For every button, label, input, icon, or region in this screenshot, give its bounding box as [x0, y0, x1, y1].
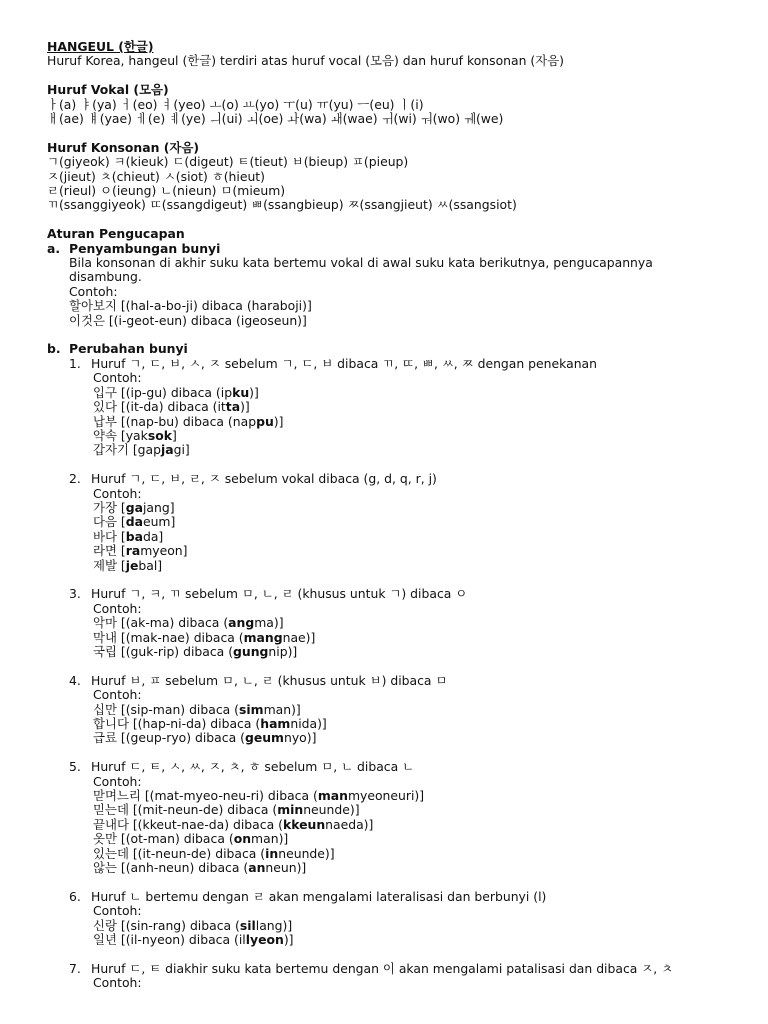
vokal-line: ㅏ(a) ㅑ(ya) ㅓ(eo) ㅕ(yeo) ㅗ(o) ㅛ(yo) ㅜ(u) ㅠ(yu) ㅡ(eu) ㅣ(i) [47, 96, 424, 112]
vokal-heading: Huruf Vokal (모음) [47, 82, 169, 98]
contoh-label: Contoh: [93, 687, 142, 703]
example-text: lang)] [255, 917, 293, 933]
section-a-desc: disambung. [69, 269, 142, 285]
example-text: 제발 [ [93, 557, 126, 573]
rule-text: Huruf ㄴ bertemu dengan ㄹ akan mengalami lateralisasi dan berbunyi (l) [91, 888, 547, 904]
contoh-label: Contoh: [93, 773, 142, 789]
example-line [47, 933, 768, 947]
section-a-desc: Bila konsonan di akhir suku kata bertemu vokal di awal suku kata berikutnya, pengucapannya [69, 255, 653, 271]
example-line [47, 703, 768, 717]
example-emphasis: min [277, 802, 304, 818]
example-line [47, 803, 768, 817]
example-text: ma)] [254, 615, 284, 631]
example-text: 라면 [ [93, 543, 126, 559]
example-line [47, 789, 768, 803]
example-emphasis: ba [125, 528, 143, 544]
example-text: 바다 [ [93, 528, 126, 544]
rule-text: Huruf ㅂ, ㅍ sebelum ㅁ, ㄴ, ㄹ (khusus untuk ㅂ) dibaca ㅁ [91, 672, 448, 688]
example-line [47, 559, 768, 573]
example-line [47, 544, 768, 558]
rule-number: 1. [69, 355, 81, 371]
rule-text: Huruf ㄷ, ㅌ, ㅅ, ㅆ, ㅈ, ㅊ, ㅎ sebelum ㅁ, ㄴ dibaca ㄴ [91, 759, 415, 775]
example-text: jang] [142, 499, 175, 515]
section-b-letter: b. [47, 341, 61, 357]
example-text: 십만 [(sip-man) dibaca ( [93, 701, 240, 717]
example-line [47, 530, 768, 544]
example-text: 끝내다 [(kkeut-nae-da) dibaca ( [93, 816, 283, 832]
example-text: ] [171, 427, 177, 443]
example-text: nae)] [282, 629, 316, 645]
example-emphasis: gung [233, 643, 269, 659]
example-text: 신랑 [(sin-rang) dibaca ( [93, 917, 240, 933]
example-line: 이것은 [(i-geot-eun) dibaca (igeoseun)] [69, 312, 307, 328]
example-text: nyo)] [283, 730, 317, 746]
example-line [47, 443, 768, 457]
example-text: )] [240, 399, 250, 415]
example-emphasis: ra [125, 543, 141, 559]
example-line [47, 616, 768, 630]
example-text: )] [273, 413, 284, 429]
example-line [47, 832, 768, 846]
example-emphasis: lyeon [245, 932, 284, 948]
example-text: )] [249, 384, 259, 400]
example-line [47, 861, 768, 875]
example-emphasis: in [265, 845, 279, 861]
example-emphasis: sok [147, 427, 172, 443]
example-line [47, 415, 768, 429]
rule-heading [47, 587, 768, 601]
example-line: 할아보지 [(hal-a-bo-ji) dibaca (haraboji)] [69, 298, 312, 314]
rule-text: Huruf ㄷ, ㅌ diakhir suku kata bertemu dengan 이 akan mengalami patalisasi dan dibaca ㅈ, ㅊ [91, 960, 674, 976]
doc-title: HANGEUL (한글) [47, 39, 154, 54]
example-text: da] [142, 528, 164, 544]
konsonan-line: ㄹ(rieul) ㅇ(ieung) ㄴ(nieun) ㅁ(mieum) [47, 183, 286, 199]
example-text: 맏며느리 [(mat-myeo-neu-ri) dibaca ( [93, 788, 318, 803]
example-text: 일년 [(il-nyeon) dibaca (il [93, 932, 246, 948]
vokal-line: ㅐ(ae) ㅒ(yae) ㅔ(e) ㅖ(ye) ㅢ(ui) ㅚ(oe) ㅘ(wa) ㅙ(wae) ㅟ(wi) ㅝ(wo) ㅞ(we) [47, 111, 504, 127]
example-emphasis: ham [260, 715, 291, 731]
example-text: myeon] [140, 543, 188, 559]
rule-text: Huruf ㄱ, ㄷ, ㅂ, ㄹ, ㅈ sebelum vokal dibaca (g, d, q, r, j) [91, 471, 437, 487]
section-a-title: Penyambungan bunyi [69, 240, 221, 256]
example-emphasis: geum [244, 730, 284, 746]
contoh-label: Contoh: [93, 903, 142, 919]
example-emphasis: kkeun [282, 816, 326, 832]
rule-heading [47, 890, 768, 904]
example-emphasis: da [125, 514, 143, 530]
rule-number: 3. [69, 586, 81, 602]
example-text: neunde)] [278, 845, 335, 861]
example-text: nip)] [268, 643, 298, 659]
example-text: neun)] [265, 860, 307, 876]
section-b-heading [47, 342, 768, 356]
example-line [47, 515, 768, 529]
rules-list [47, 357, 768, 991]
example-text: nida)] [290, 715, 327, 731]
example-text: 급료 [(geup-ryo) dibaca ( [93, 730, 245, 746]
example-emphasis: ku [232, 384, 250, 400]
section-a-letter: a. [47, 240, 61, 256]
rule-number: 6. [69, 888, 81, 904]
example-text: myeoneuri)] [347, 788, 425, 803]
example-text: 악마 [(ak-ma) dibaca ( [93, 615, 229, 631]
example-line [47, 645, 768, 659]
example-emphasis: ang [228, 615, 255, 631]
example-emphasis: sim [239, 701, 264, 717]
example-text: 약속 [yak [93, 427, 148, 443]
rule-text: Huruf ㄱ, ㄷ, ㅂ, ㅅ, ㅈ sebelum ㄱ, ㄷ, ㅂ dibaca ㄲ, ㄸ, ㅃ, ㅆ, ㅉ dengan penekanan [91, 355, 597, 371]
example-text: 입구 [(ip-gu) dibaca (ip [93, 384, 233, 400]
contoh-label: Contoh: [93, 370, 142, 386]
example-line [47, 818, 768, 832]
example-text: man)] [251, 831, 289, 847]
rule-number: 2. [69, 471, 81, 487]
example-emphasis: man [317, 788, 348, 803]
example-text: neunde)] [303, 802, 360, 818]
rule-heading [47, 760, 768, 774]
example-emphasis: ta [225, 399, 241, 415]
intro-text: Huruf Korea, hangeul (한글) terdiri atas huruf vocal (모음) dan huruf konsonan (자음) [47, 53, 565, 69]
example-text: 국립 [(guk-rip) dibaca ( [93, 643, 234, 659]
example-emphasis: sil [239, 917, 256, 933]
rule-number: 4. [69, 672, 81, 688]
contoh-label: Contoh: [69, 283, 118, 299]
example-text: 가장 [ [93, 499, 126, 515]
example-line [47, 847, 768, 861]
rule-heading [47, 357, 768, 371]
example-text: 막내 [(mak-nae) dibaca ( [93, 629, 244, 645]
example-emphasis: ja [161, 442, 174, 458]
konsonan-line: ㅈ(jieut) ㅊ(chieut) ㅅ(siot) ㅎ(hieut) [47, 168, 265, 184]
example-line [47, 429, 768, 443]
example-text: naeda)] [325, 816, 374, 832]
example-text: 합니다 [(hap-ni-da) dibaca ( [93, 715, 261, 731]
example-text: 있는데 [(it-neun-de) dibaca ( [93, 845, 266, 861]
example-text: 있다 [(it-da) dibaca (it [93, 399, 226, 415]
example-line [47, 386, 768, 400]
aturan-heading: Aturan Pengucapan [47, 226, 185, 242]
rule-number: 5. [69, 759, 81, 775]
example-emphasis: je [125, 557, 139, 573]
section-b-title: Perubahan bunyi [69, 341, 188, 357]
example-emphasis: an [248, 860, 266, 876]
contoh-label: Contoh: [93, 485, 142, 501]
example-text: 믿는데 [(mit-neun-de) dibaca ( [93, 802, 278, 818]
rule-heading [47, 472, 768, 486]
example-text: 납부 [(nap-bu) dibaca (nap [93, 413, 257, 429]
example-text: )] [283, 932, 294, 948]
example-emphasis: pu [256, 413, 274, 429]
section-a-heading [47, 242, 768, 256]
example-text: bal] [138, 557, 163, 573]
contoh-label: Contoh: [93, 600, 142, 616]
example-text: eum] [142, 514, 176, 530]
example-text: 옷만 [(ot-man) dibaca ( [93, 831, 234, 847]
example-text: 갑자기 [gap [93, 442, 162, 458]
konsonan-heading: Huruf Konsonan (자음) [47, 139, 200, 155]
rule-heading [47, 962, 768, 976]
example-emphasis: ga [125, 499, 143, 515]
example-line [47, 731, 768, 745]
example-text: 않는 [(anh-neun) dibaca ( [93, 860, 249, 876]
example-line [47, 919, 768, 933]
contoh-label: Contoh: [93, 975, 142, 991]
example-text: 다음 [ [93, 514, 126, 530]
rule-number: 7. [69, 960, 81, 976]
konsonan-line: ㄲ(ssanggiyeok) ㄸ(ssangdigeut) ㅃ(ssangbieup) ㅉ(ssangjieut) ㅆ(ssangsiot) [47, 197, 517, 213]
example-emphasis: on [233, 831, 252, 847]
example-line [47, 501, 768, 515]
konsonan-line: ㄱ(giyeok) ㅋ(kieuk) ㄷ(digeut) ㅌ(tieut) ㅂ(bieup) ㅍ(pieup) [47, 154, 409, 170]
rule-text: Huruf ㄱ, ㅋ, ㄲ sebelum ㅁ, ㄴ, ㄹ (khusus untuk ㄱ) dibaca ㅇ [91, 586, 468, 602]
example-line [47, 631, 768, 645]
example-text: gi] [173, 442, 190, 458]
example-emphasis: mang [243, 629, 283, 645]
example-line [47, 400, 768, 414]
example-text: man)] [263, 701, 301, 717]
example-line [47, 717, 768, 731]
rule-heading [47, 674, 768, 688]
